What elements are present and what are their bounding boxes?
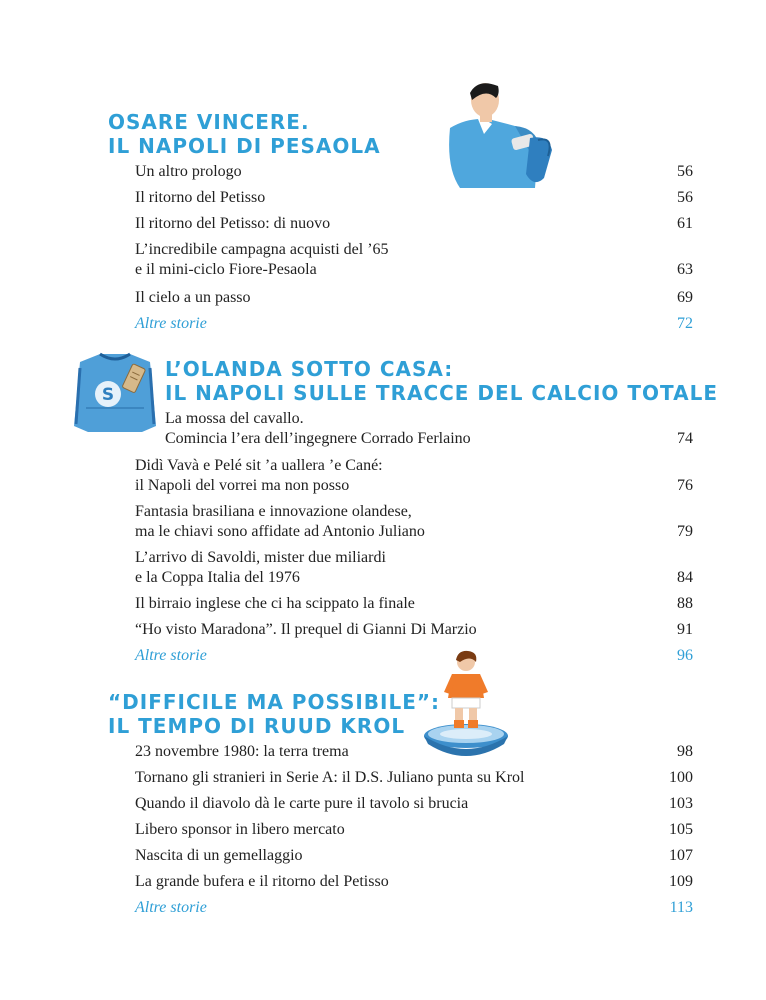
toc-entry-title: Il ritorno del Petisso: di nuovo — [135, 215, 331, 232]
toc-entry[interactable] — [135, 502, 693, 542]
altre-storie-link[interactable] — [135, 314, 693, 334]
toc-entry-page: 98 — [677, 743, 693, 760]
toc-entry[interactable] — [135, 794, 693, 814]
toc-entry[interactable] — [135, 872, 693, 892]
toc-entry-page: 100 — [669, 769, 693, 786]
toc-entry-title-line-2: il Napoli del vorrei ma non posso — [135, 477, 350, 494]
toc-entry-title: Il ritorno del Petisso — [135, 189, 266, 206]
toc-entry[interactable] — [135, 846, 693, 866]
shirt-letter: S — [101, 385, 115, 405]
toc-entry-title-line-2: Comincia l’era dell’ingegnere Corrado Ferlaino — [165, 430, 471, 447]
altre-storie-page: 96 — [677, 647, 693, 664]
toc-entry-title-line-2: e il mini-ciclo Fiore-Pesaola — [135, 261, 317, 278]
toc-entry-page: 56 — [677, 189, 693, 206]
toc-entry-title: Tornano gli stranieri in Serie A: il D.S. Juliano punta su Krol — [135, 769, 525, 786]
toc-entry-page: 84 — [677, 569, 693, 586]
toc-entry-page: 76 — [677, 477, 693, 494]
toc-entry[interactable] — [135, 240, 693, 280]
toc-entry-page: 105 — [669, 821, 693, 838]
toc-entry[interactable] — [135, 162, 693, 182]
altre-storie-link[interactable] — [135, 898, 693, 918]
toc-entry-title: 23 novembre 1980: la terra trema — [135, 743, 349, 760]
toc-entry[interactable] — [135, 594, 693, 614]
toc-entry[interactable] — [135, 820, 693, 840]
toc-entry-title: La grande bufera e il ritorno del Petisso — [135, 873, 389, 890]
section-2-title-line-2: IL NAPOLI SULLE TRACCE DEL CALCIO TOTALE — [165, 381, 719, 405]
toc-entry[interactable] — [135, 742, 693, 762]
toc-entry-title: Un altro prologo — [135, 163, 242, 180]
toc-entry[interactable] — [135, 288, 693, 308]
toc-entry-title: Didì Vavà e Pelé sit ’a uallera ’e Cané: — [135, 457, 383, 474]
toc-entry[interactable] — [135, 456, 693, 496]
altre-storie-label: Altre storie — [135, 647, 207, 664]
toc-entry-page: 79 — [677, 523, 693, 540]
altre-storie-label: Altre storie — [135, 899, 207, 916]
section-2-title-line-1: L’OLANDA SOTTO CASA: — [165, 357, 454, 381]
toc-entry[interactable] — [165, 409, 693, 449]
section-3-title-line-2: IL TEMPO DI RUUD KROL — [108, 714, 406, 738]
toc-entry-page: 107 — [669, 847, 693, 864]
toc-entry-title-line-2: e la Coppa Italia del 1976 — [135, 569, 300, 586]
toc-entry-page: 69 — [677, 289, 693, 306]
toc-entry-page: 103 — [669, 795, 693, 812]
toc-entry-title: L’incredibile campagna acquisti del ’65 — [135, 241, 389, 258]
section-3-title-line-1: “DIFFICILE MA POSSIBILE”: — [108, 690, 441, 714]
toc-entry[interactable] — [135, 548, 693, 588]
toc-entry-title: Libero sponsor in libero mercato — [135, 821, 345, 838]
section-1-title — [108, 110, 381, 158]
toc-entry-title-line-2: ma le chiavi sono affidate ad Antonio Juliano — [135, 523, 425, 540]
toc-entry-page: 88 — [677, 595, 693, 612]
altre-storie-link[interactable] — [135, 646, 693, 666]
toc-entry-title: “Ho visto Maradona”. Il prequel di Gianni Di Marzio — [135, 621, 477, 638]
altre-storie-page: 113 — [669, 899, 693, 916]
toc-entry-title: La mossa del cavallo. — [165, 410, 304, 427]
blue-shirt-with-tag-illustration — [72, 348, 158, 438]
section-2-title — [165, 357, 718, 405]
section-1-title-line-1: OSARE VINCERE. — [108, 110, 310, 134]
toc-entry-title: Quando il diavolo dà le carte pure il tavolo si brucia — [135, 795, 469, 812]
toc-entry-page: 74 — [677, 430, 693, 447]
toc-entry-title: Il cielo a un passo — [135, 289, 251, 306]
section-3-title — [108, 690, 440, 738]
toc-entry[interactable] — [135, 188, 693, 208]
toc-entry[interactable] — [135, 214, 693, 234]
toc-entry-page: 56 — [677, 163, 693, 180]
toc-entry[interactable] — [135, 768, 693, 788]
section-1-title-line-2: IL NAPOLI DI PESAOLA — [108, 134, 381, 158]
toc-entry-page: 63 — [677, 261, 693, 278]
altre-storie-page: 72 — [677, 315, 693, 332]
altre-storie-label: Altre storie — [135, 315, 207, 332]
toc-entry-page: 109 — [669, 873, 693, 890]
toc-entry-title: L’arrivo di Savoldi, mister due miliardi — [135, 549, 386, 566]
toc-entry-title: Nascita di un gemellaggio — [135, 847, 303, 864]
toc-entry-title: Il birraio inglese che ci ha scippato la finale — [135, 595, 415, 612]
toc-entry-title: Fantasia brasiliana e innovazione olandese, — [135, 503, 412, 520]
toc-entry[interactable] — [135, 620, 693, 640]
toc-entry-page: 61 — [677, 215, 693, 232]
toc-entry-page: 91 — [677, 621, 693, 638]
